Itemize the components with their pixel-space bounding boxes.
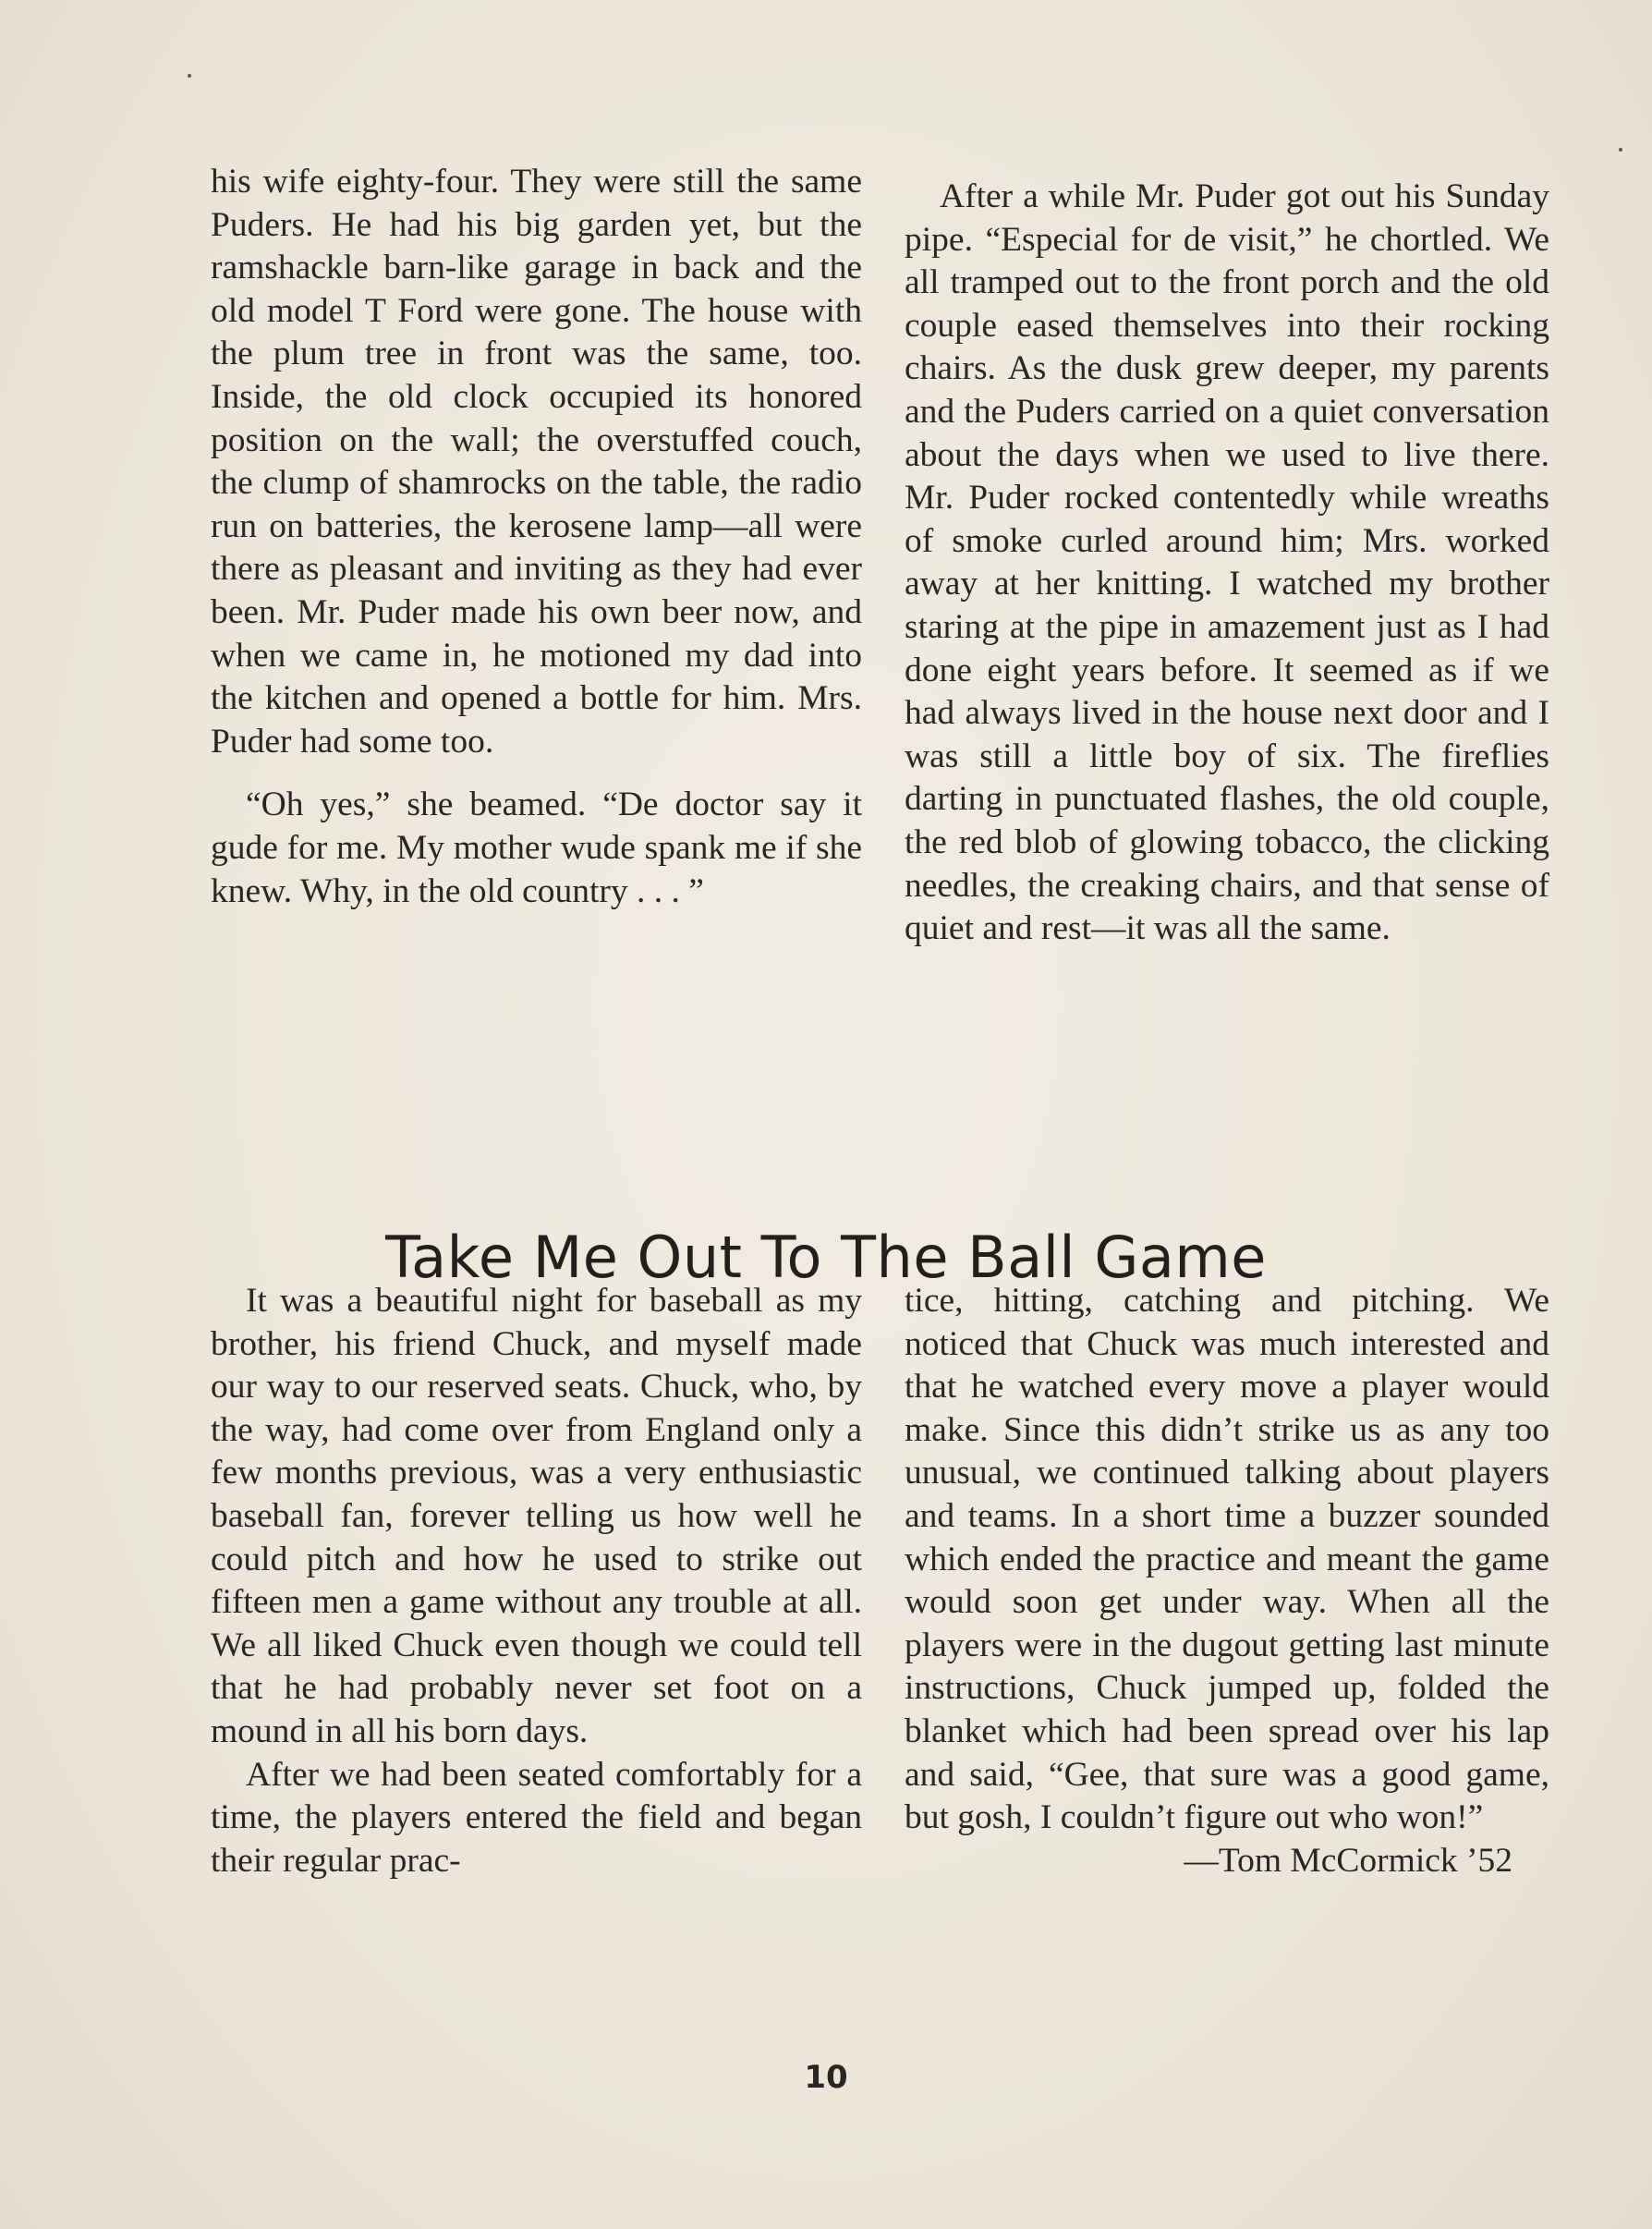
story1-left-column <box>211 161 862 913</box>
paragraph: tice, hitting, catching and pitching. We noticed that Chuck was much interested and that he watched every move a player would make. Since this didn’t strike us as any too unusual, we continued talking about players and teams. In a short time a buzzer sounded which ended the practice and meant the game would soon get under way. When all the players were in the dugout getting last minute instructions, Chuck jumped up, folded the blanket which had been spread over his lap and said, “Gee, that sure was a good game, but gosh, I couldn’t figure out who won!” <box>905 1282 1549 1837</box>
byline: —Tom McCormick ’52 <box>1184 1841 1512 1880</box>
story2-right-column <box>905 1280 1549 1882</box>
paragraph: After a while Mr. Puder got out his Sunday pipe. “Especial for de visit,” he chortled. We all tramped out to the front porch and the old couple eased themselves into their rocking chairs. As the dusk grew deeper, my parents and the Puders carried on a quiet conversation about the days when we used to live there. Mr. Puder rocked contentedly while wreaths of smoke curled around him; Mrs. worked away at her knitting. I watched my brother staring at the pipe in amazement just as I had done eight years before. It seemed as if we had always lived in the house next door and I was still a little boy of six. The fireflies darting in punctuated flashes, the old couple, the red blob of glowing tobacco, the clicking needles, the creaking chairs, and that sense of quiet and rest—it was all the same. <box>905 177 1549 948</box>
print-speck <box>188 74 191 78</box>
paragraph: his wife eighty-four. They were still the same Puders. He had his big garden yet, but the ramshackle barn-like garage in back and the old model T Ford were gone. The house with the plum tree in front was the same, too. Inside, the old clock occupied its honored position on the wall; the overstuffed couch, the clump of shamrocks on the table, the radio run on batteries, the kerosene lamp—all were there as pleasant and inviting as they had ever been. Mr. Puder made his own beer now, and when we came in, he motioned my dad into the kitchen and opened a bottle for him. Mrs. Puder had some too. <box>211 163 862 761</box>
article-title: Take Me Out To The Ball Game <box>385 1223 1267 1291</box>
print-speck <box>1619 148 1622 152</box>
paragraph: It was a beautiful night for baseball as my brother, his friend Chuck, and myself made our way to our reserved seats. Chuck, who, by the way, had come over from England only a few months previous, was a very enthusiastic baseball fan, forever telling us how well he could pitch and how he used to strike out fifteen men a game without any trouble at all. We all liked Chuck even though we could tell that he had probably never set foot on a mound in all his born days. <box>211 1282 862 1750</box>
story2-left-column <box>211 1280 862 1882</box>
page-number: 10 <box>804 2059 848 2096</box>
paragraph: After we had been seated comfortably for a time, the players entered the field and began their regular prac- <box>211 1755 862 1880</box>
paragraph: “Oh yes,” she beamed. “De doctor say it gude for me. My mother wude spank me if she knew. Why, in the old country . . . ” <box>211 786 862 910</box>
story1-right-column <box>905 176 1549 951</box>
